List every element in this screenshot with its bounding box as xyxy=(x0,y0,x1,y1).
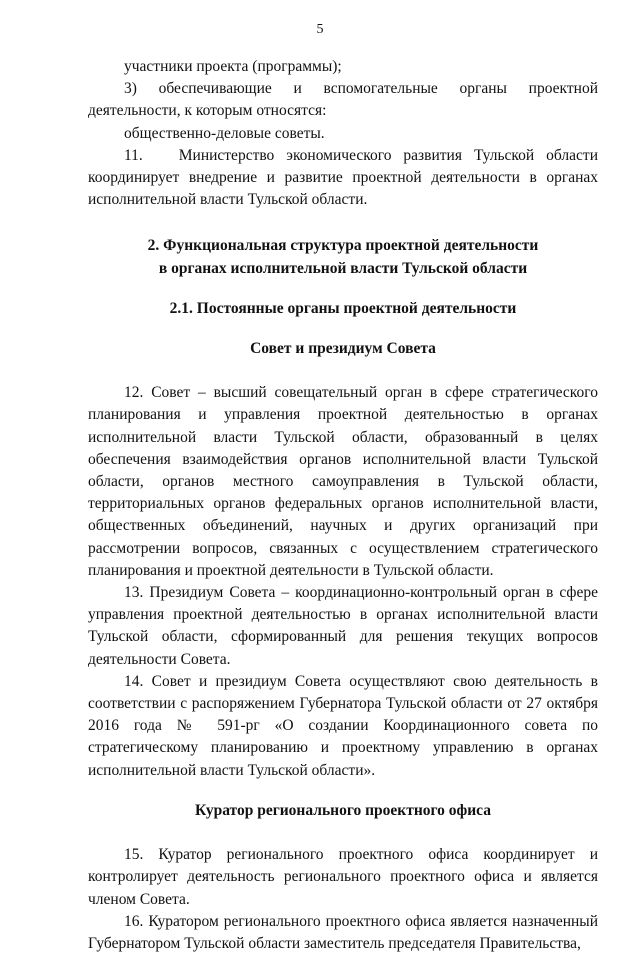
paragraph-12: 12. Совет – высший совещательный орган в сфере стратегического планирования и управления проектной деятельностью в органах исполнительной власти Тульской области, образованный в целях обеспечения взаимодействия органов исполнительной власти Тульской области, органов местного самоуправления в Тульской области, территориальных органов федеральных органов исполнительной власти, общественных объединений, научных и других организаций при рассмотрении вопросов, связанных с осуществлением стратегического планирования и проектной деятельности в Тульской области. xyxy=(88,384,598,579)
paragraph-16: 16. Куратором регионального проектного офиса является назначенный Губернатором Тульской области заместитель председателя Правительства, xyxy=(88,912,598,952)
section-heading-line1: 2. Функциональная структура проектной деятельности xyxy=(147,237,539,255)
paragraph-13: 13. Президиум Совета – координационно-контрольный орган в сфере управления проектной деятельностью в органах исполнительной власти Тульской области, сформированный для решения текущих вопросов деятельности Совета. xyxy=(88,584,598,668)
paragraph-15: 15. Куратор регионального проектного офиса координирует и контролирует деятельность регионального проектного офиса и является членом Совета. xyxy=(88,846,598,908)
page-number: 5 xyxy=(316,22,324,37)
paragraph-14: 14. Совет и президиум Совета осуществляют свою деятельность в соответствии с распоряжением Губернатора Тульской области от 27 октября 2016 года № 591-рг «О создании Координационного совета по стратегическому планированию и проектному управлению в органах исполнительной власти Тульской области». xyxy=(88,672,598,779)
document-body xyxy=(88,56,598,955)
council-heading: Совет и президиум Совета xyxy=(250,340,436,358)
section-heading-line2: в органах исполнительной власти Тульской области xyxy=(158,259,528,277)
paragraph-councils: общественно-деловые советы. xyxy=(124,124,325,142)
paragraph-item-3: 3) обеспечивающие и вспомогательные органы проектной деятельности, к которым относятся: xyxy=(88,80,598,120)
paragraph-participants: участники проекта (программы); xyxy=(124,58,342,75)
subsection-heading: 2.1. Постоянные органы проектной деятельности xyxy=(169,299,517,317)
curator-heading: Куратор регионального проектного офиса xyxy=(194,801,492,819)
paragraph-11: 11. Министерство экономического развития Тульской области координирует внедрение и развитие проектной деятельности в органах исполнительной власти Тульской области. xyxy=(88,146,598,209)
